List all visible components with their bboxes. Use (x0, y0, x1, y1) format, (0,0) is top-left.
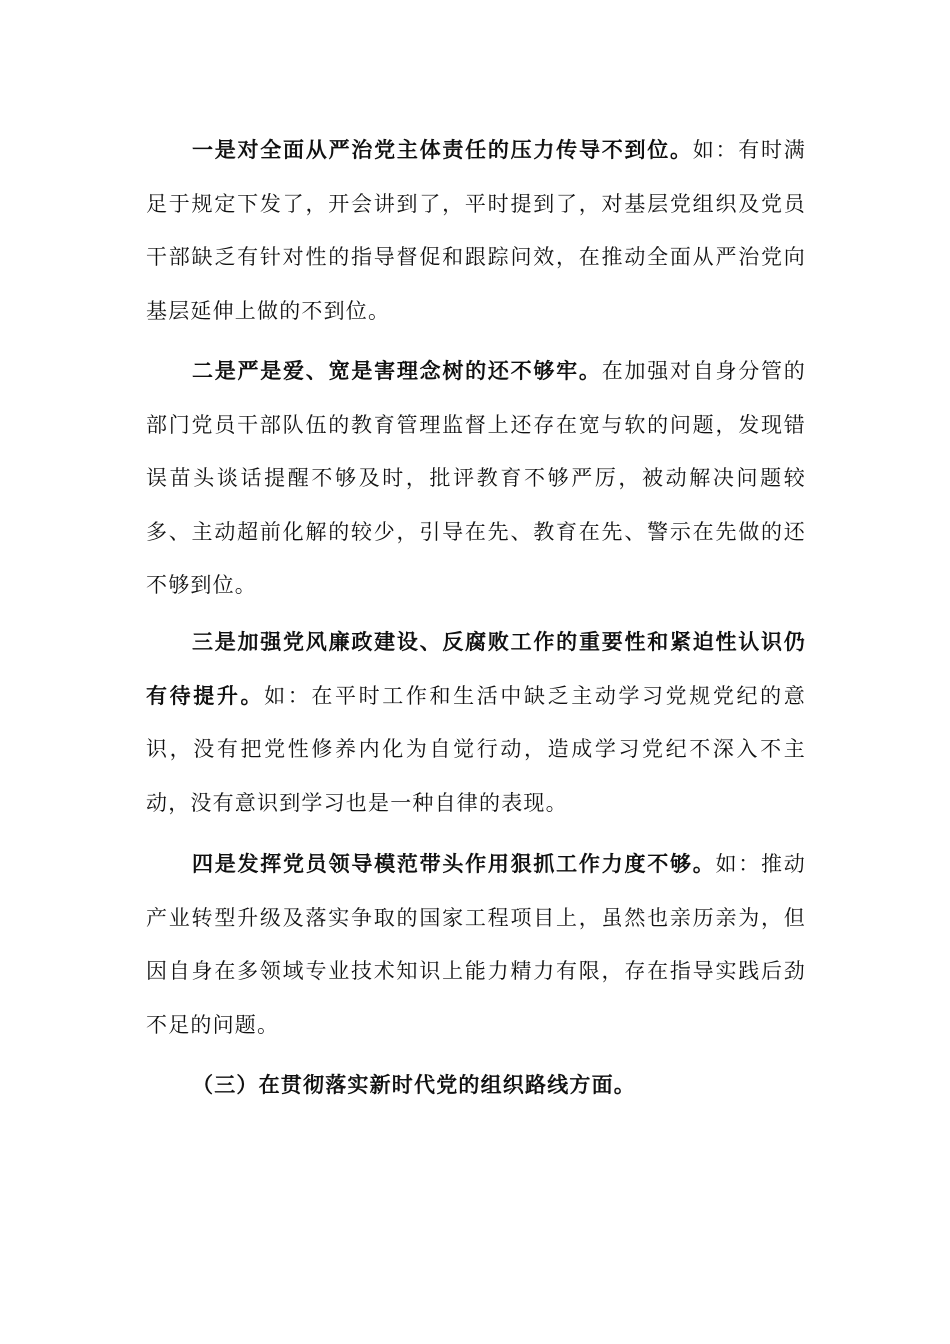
paragraph-2-lead: 二是严是爱、宽是害理念树的还不够牢。 (192, 359, 602, 383)
paragraph-1-lead: 一是对全面从严治党主体责任的压力传导不到位。 (192, 138, 693, 162)
paragraph-3 (146, 616, 806, 830)
paragraph-1-body: 如：有时满足于规定下发了，开会讲到了，平时提到了，对基层党组织及党员干部缺乏有针对性的指导督促和跟踪问效，在推动全面从严治党向基层延伸上做的不到位。 (146, 138, 806, 323)
paragraph-3-body: 如：在平时工作和生活中缺乏主动学习党规党纪的意识，没有把党性修养内化为自觉行动，造成学习党纪不深入不主动，没有意识到学习也是一种自律的表现。 (146, 683, 806, 815)
paragraph-4-body: 如：推动产业转型升级及落实争取的国家工程项目上，虽然也亲历亲为，但因自身在多领域专业技术知识上能力精力有限，存在指导实践后劲不足的问题。 (146, 852, 806, 1037)
section-heading: （三）在贯彻落实新时代党的组织路线方面。 (192, 1073, 636, 1097)
paragraph-1 (146, 124, 806, 338)
paragraph-3-lead: 三是加强党风廉政建设、反腐败工作的重要性和紧迫性认识仍有待提升。 (146, 630, 806, 708)
paragraph-2-body: 在加强对自身分管的部门党员干部队伍的教育管理监督上还存在宽与软的问题，发现错误苗头谈话提醒不够及时，批评教育不够严厉，被动解决问题较多、主动超前化解的较少，引导在先、教育在先、警示在先做的还不够到位。 (146, 359, 806, 597)
paragraph-2 (146, 345, 806, 613)
paragraph-4-lead: 四是发挥党员领导模范带头作用狠抓工作力度不够。 (192, 852, 716, 876)
paragraph-4 (146, 838, 806, 1052)
